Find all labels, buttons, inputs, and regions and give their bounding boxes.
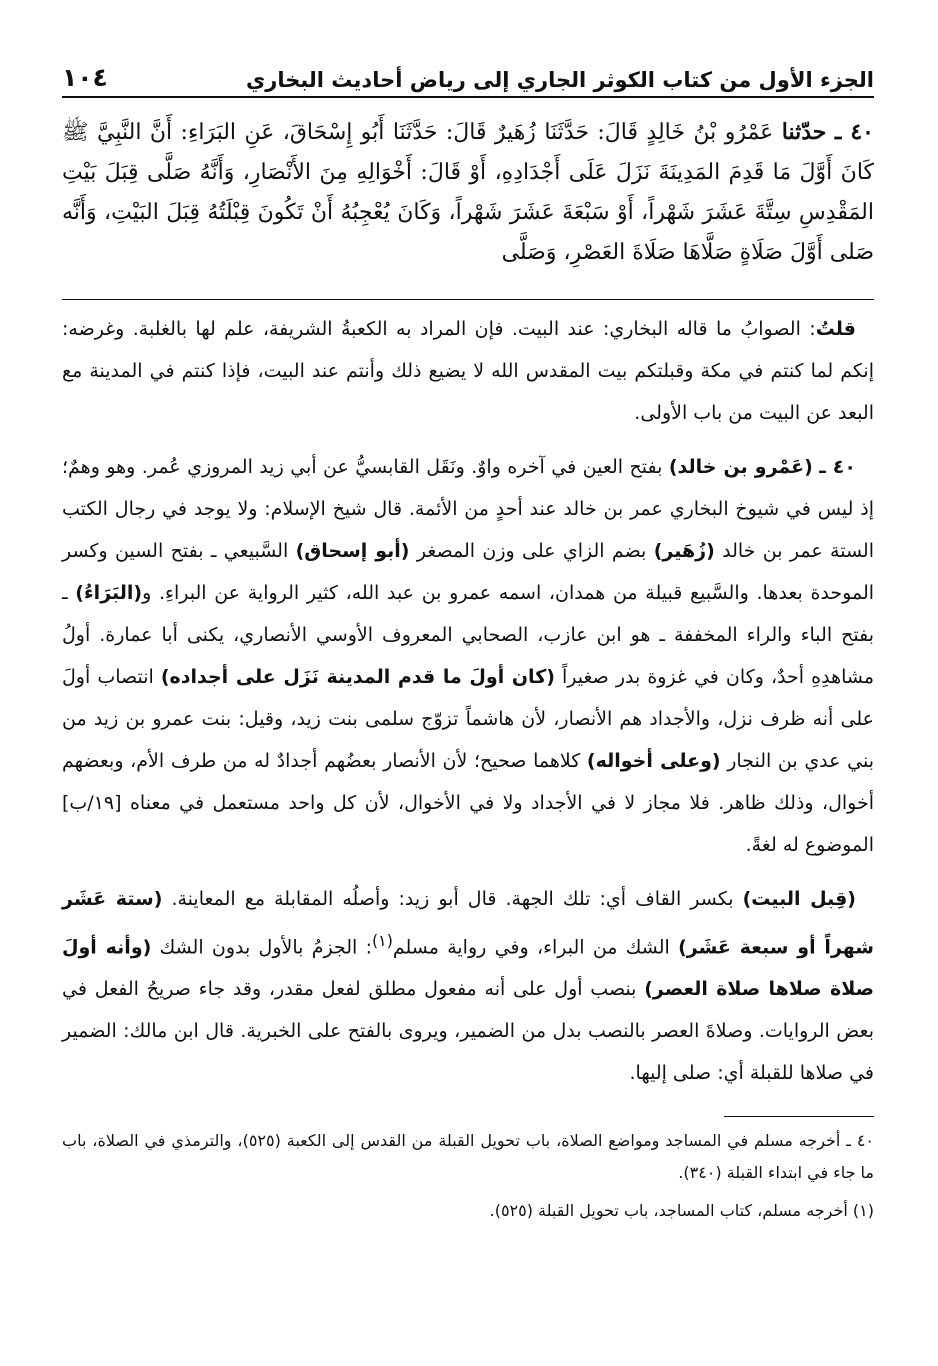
commentary-text: بكسر القاف أي: تلك الجهة. قال أبو زيد: وأصلُه المقابلة مع المعاينة.: [162, 888, 743, 910]
commentary-text: بنصب أول على أنه مفعول مطلق لفعل مقدر، وقد جاء صريحُ الفعل في بعض الروايات. وصلاةَ العصر بالنصب بدل من الضمير، ويروى بالفتح على الخبرية. قال ابن مالك: الضمير في صلاها للقبلة أي: صلى إليها.: [62, 978, 874, 1085]
commentary-term: (عَمْرو بن خالد): [668, 456, 813, 478]
footnotes: [62, 1125, 874, 1227]
commentary-term: (قِبل البيت): [742, 888, 856, 910]
commentary-text: ـ بفتح الباء والراء المخففة ـ هو ابن عازب، الصحابي المعروف الأوسي الأنصاري، يكنى أبا عمارة. أولُ مشاهدِهِ أحدٌ، وكان في غزوة بدر صغيراً: [62, 582, 875, 688]
footnote-reference: (١): [371, 931, 393, 950]
commentary-text: السَّبيعي ـ بفتح السين وكسر الموحدة بعدها. والسَّبيع قبيلة من همدان، اسمه عمرو بن عبد الله، كثير الرواية عن البراءِ. و: [62, 540, 875, 604]
commentary-term: (وأنه أولَ صلاة صلاها صلاة العصر): [62, 936, 874, 1001]
commentary-term: (كان أولَ ما قدم المدينة نَزَل على أجداده): [160, 666, 555, 688]
commentary-text: انتصاب أولَ على أنه ظرف نزل، والأجداد هم الأنصار، لأن هاشماً تزوّج سلمى بنت زيد، وقيل: بنت عمرو بن زيد من بني عدي بن النجار: [62, 666, 875, 772]
book-title: الجزء الأول من كتاب الكوثر الجاري إلى رياض أحاديث البخاري: [245, 68, 874, 92]
footnote-hadith-40: ٤٠ ـ أخرجه مسلم في المساجد ومواضع الصلاة، باب تحويل القبلة من القدس إلى الكعبة (٥٢٥)، والترمذي في الصلاة، باب ما جاء في ابتداء القبلة (٣٤٠).: [62, 1131, 875, 1183]
commentary-paragraph-3: [62, 878, 874, 1094]
commentary-paragraph-1: [62, 308, 874, 434]
hadith-lead: حدّثنا: [781, 119, 827, 145]
page-number: ١٠٤: [62, 63, 108, 92]
commentary-label: قلتُ: [815, 318, 856, 340]
commentary-text: الشك من البراء، وفي رواية مسلم: [392, 936, 679, 959]
commentary-text: بفتح العين في آخره واوٌ. ونَقَل القابسيُّ عن أبي زيد المروزي عُمر. وهو وهمٌ؛ إذ ليس في شيوخ البخاري عمر بن خالد عند أحدٍ من الأئمة. قال شيخ الإسلام: ولا يوجد في رجال الكتب الستة عمر بن خالد: [62, 456, 874, 562]
commentary-text: : الصوابُ ما قاله البخاري: عند البيت. فإن المراد به الكعبةُ الشريفة، علم لها بالغلبة. وغرضه: إنكم لما كنتم في مكة وقبلتكم بيت المقدس الله لا يضيع ذلك وأنتم عند البيت، فإذا كنتم في المدينة مع البعد عن البيت من باب الأولى.: [62, 318, 874, 424]
commentary-text: بضم الزاي على وزن المصغر: [409, 540, 654, 562]
commentary-paragraph-2: [62, 446, 874, 866]
commentary-term: (زُهَير): [653, 540, 715, 562]
commentary-text: : الجزمُ بالأول بدون الشك: [151, 936, 372, 959]
commentary-number: ٤٠ ـ: [819, 456, 856, 478]
section-divider: [62, 299, 874, 300]
running-header: [62, 52, 874, 98]
commentary-term: (البَرَاءُ): [75, 582, 143, 604]
footnote-1: (١) أخرجه مسلم، كتاب المساجد، باب تحويل القبلة (٥٢٥).: [489, 1201, 874, 1221]
book-page: [62, 52, 874, 1227]
hadith-number: ٤٠ ـ: [834, 119, 874, 145]
commentary-term: (أبو إسحاق): [295, 540, 410, 562]
commentary-text: كلاهما صحيح؛ لأن الأنصار بعضُهم أجدادٌ له من طرف الأم، وبعضهم أخوال، وذلك ظاهر. فلا مجاز لا في الأجداد ولا في الأخوال، لأن كل واحد مستعمل في معناه [١٩/ب] الموضوع له لغةً.: [62, 750, 874, 856]
commentary-term: (ستة عَشَر شهراً أو سبعة عَشَر): [62, 888, 874, 959]
footnote-divider: [724, 1116, 874, 1117]
hadith-body: عَمْرُو بْنُ خَالِدٍ قَالَ: حَدَّثَنَا زُهَيرٌ قَالَ: حَدَّثَنَا أَبُو إِسْحَاقَ، عَنِ البَرَاءِ: أَنَّ النَّبِيَّ ﷺ كَانَ أَوَّلَ مَا قَدِمَ المَدِينَةَ نَزَلَ عَلَى أَجْدَادِهِ، أَوْ قَالَ: أَخْوَالِهِ مِنَ الأَنْصَارِ، وَأَنَّهُ صَلَّى قِبَلَ بَيْتِ المَقْدِسِ سِتَّةَ عَشَرَ شَهْراً، أَوْ سَبْعَةَ عَشَرَ شَهْراً، وَكَانَ يُعْجِبُهُ أَنْ تَكُونَ قِبْلَتُهُ قِبَلَ البَيْتِ، وَأَنَّه صَلى أَوَّلَ صَلَاةٍ صَلَّاهَا صَلَاةَ العَصْرِ، وَصَلَّى: [62, 120, 874, 265]
commentary-term: (وعلى أخواله): [586, 750, 721, 772]
hadith-text: [62, 112, 874, 273]
